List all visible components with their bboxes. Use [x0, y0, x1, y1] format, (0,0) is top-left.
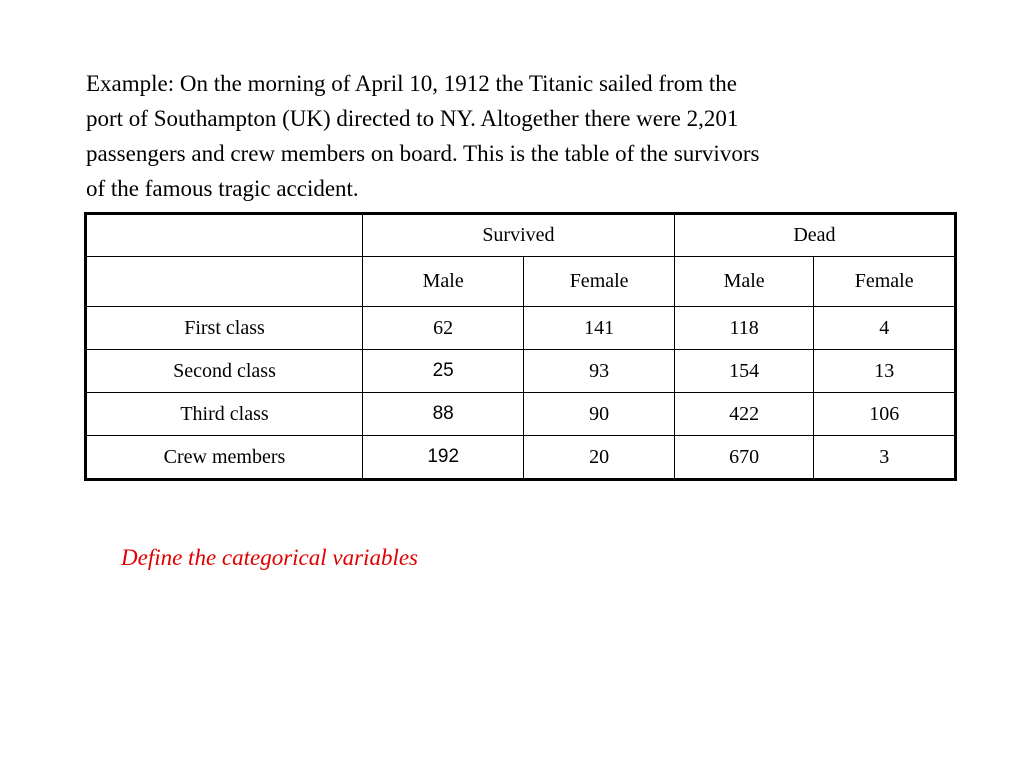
exercise-prompt: Define the categorical variables: [121, 545, 419, 570]
survivors-table: [84, 212, 957, 481]
table-cell: 670: [674, 436, 814, 480]
row-label: First class: [86, 307, 363, 350]
table-row: [86, 350, 956, 393]
row-label: Third class: [86, 393, 363, 436]
table-cell: 106: [814, 393, 956, 436]
intro-paragraph: [86, 66, 946, 206]
table-cell: 62: [362, 307, 523, 350]
table-cell: 20: [524, 436, 675, 480]
table-row: [86, 307, 956, 350]
corner-cell: [86, 214, 363, 257]
table-cell: 93: [524, 350, 675, 393]
table-cell: 154: [674, 350, 814, 393]
intro-line: passengers and crew members on board. This is the table of the survivors: [86, 141, 760, 166]
table-row: [86, 393, 956, 436]
table-cell: 25: [362, 350, 523, 393]
row-label: Second class: [86, 350, 363, 393]
intro-line: port of Southampton (UK) directed to NY. Altogether there were 2,201: [86, 106, 739, 131]
table-cell: 4: [814, 307, 956, 350]
survived-male-header: Male: [362, 257, 523, 307]
row-label: Crew members: [86, 436, 363, 480]
table-cell: 88: [362, 393, 523, 436]
survived-female-header: Female: [524, 257, 675, 307]
group-header-row: [86, 214, 956, 257]
table-cell: 90: [524, 393, 675, 436]
table-cell: 3: [814, 436, 956, 480]
dead-header: Dead: [674, 214, 955, 257]
sub-header-row: [86, 257, 956, 307]
dead-female-header: Female: [814, 257, 956, 307]
intro-line: of the famous tragic accident.: [86, 176, 359, 201]
survived-header: Survived: [362, 214, 674, 257]
table-cell: 141: [524, 307, 675, 350]
table-cell: 422: [674, 393, 814, 436]
table-cell: 13: [814, 350, 956, 393]
intro-line: Example: On the morning of April 10, 1912 the Titanic sailed from the: [86, 71, 737, 96]
corner-cell: [86, 257, 363, 307]
dead-male-header: Male: [674, 257, 814, 307]
table-cell: 118: [674, 307, 814, 350]
table-cell: 192: [362, 436, 523, 480]
table-row: [86, 436, 956, 480]
